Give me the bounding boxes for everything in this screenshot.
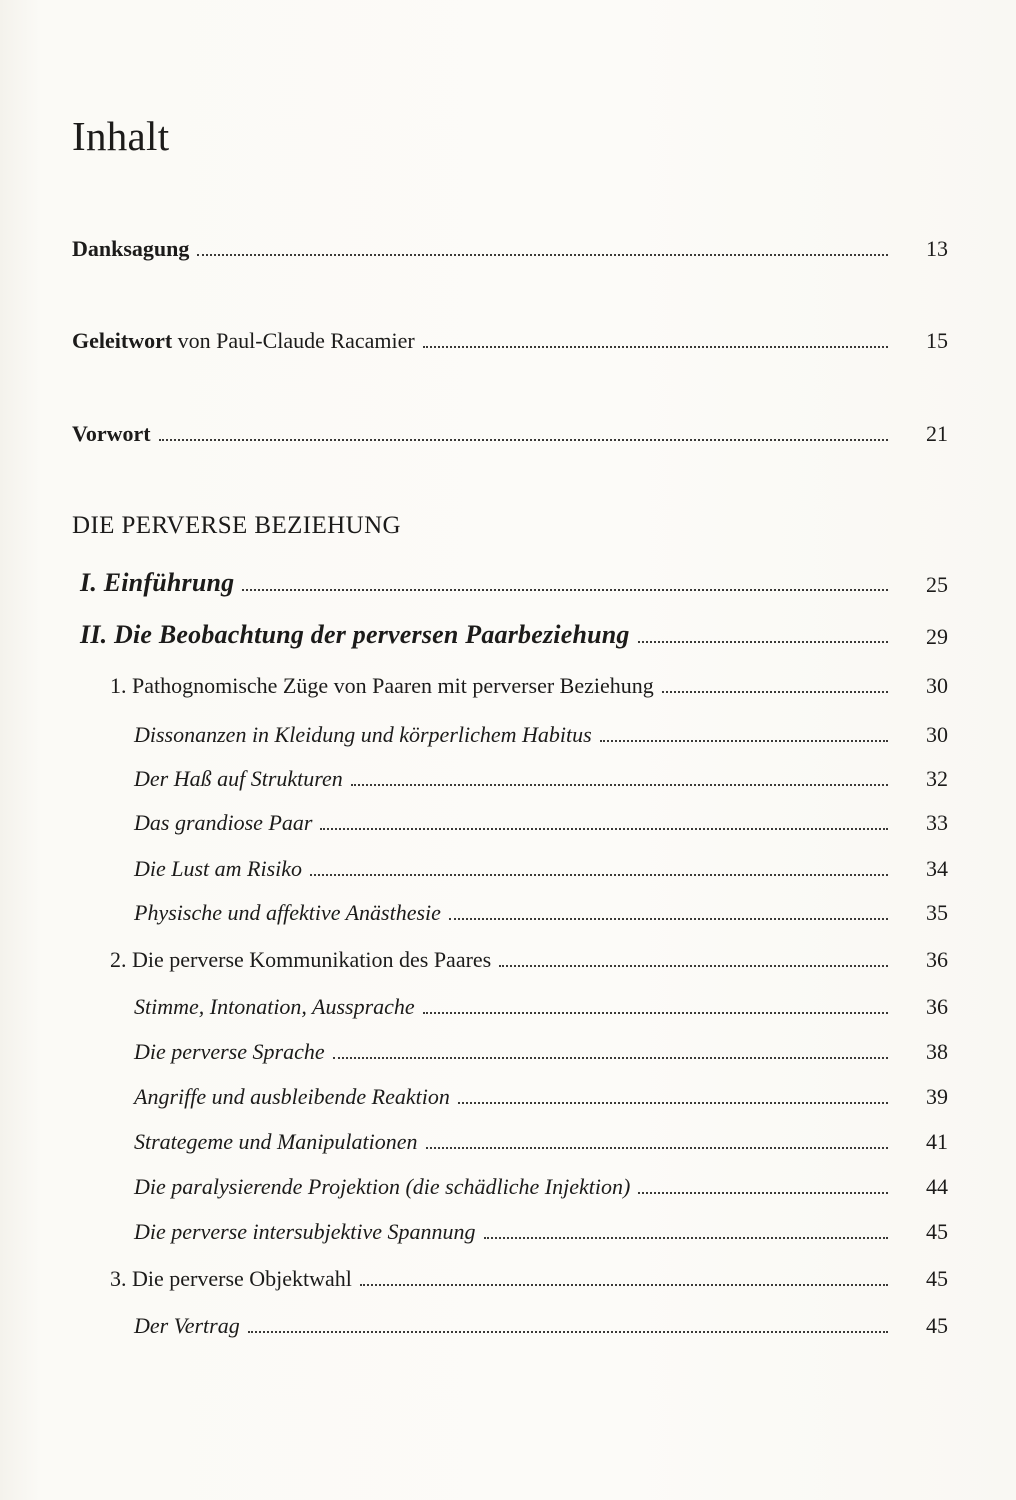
toc-entry-label: Die perverse intersubjektive Spannung [134,1219,476,1244]
toc-page-number: 15 [926,328,948,353]
toc-entry[interactable] [134,1174,948,1200]
toc-page-number: 45 [926,1266,948,1291]
dot-leader [458,1102,888,1104]
dot-leader [600,740,888,742]
dot-leader [310,874,888,876]
dot-leader [423,346,888,348]
toc-entry-label: Die perverse Sprache [134,1039,325,1064]
toc-page-number: 21 [926,421,948,446]
page-title: Inhalt [72,113,170,159]
toc-entry-label: Danksagung [72,236,190,261]
toc-entry[interactable] [110,947,948,973]
dot-leader [248,1331,888,1333]
toc-entry-vorwort[interactable] [72,421,948,447]
toc-chapter-einfuehrung[interactable] [80,568,948,598]
dot-leader [351,784,888,786]
toc-entry-label: Der Haß auf Strukturen [134,766,343,791]
toc-page-number: 36 [926,994,948,1019]
toc-page-number: 30 [926,722,948,747]
dot-leader [499,965,888,967]
toc-page-number: 13 [926,236,948,261]
toc-entry[interactable] [110,1266,948,1292]
dot-leader [333,1057,888,1059]
toc-entry-label: Vorwort [72,421,151,446]
toc-entry[interactable] [134,810,948,836]
toc-page-number: 32 [926,766,948,791]
dot-leader [638,1192,888,1194]
toc-entry-label: 1. Pathognomische Züge von Paaren mit perverser Beziehung [110,673,654,698]
toc-page-number: 34 [926,856,948,881]
toc-entry-label: Das grandiose Paar [134,810,313,835]
toc-page-number: 45 [926,1313,948,1338]
toc-entry[interactable] [134,994,948,1020]
toc-entry[interactable] [134,1129,948,1155]
toc-entry[interactable] [134,1039,948,1065]
dot-leader [449,918,888,920]
dot-leader [242,589,888,591]
toc-chapter-label: I. Einführung [80,568,235,597]
toc-page-number: 25 [926,572,948,597]
toc-page-number: 44 [926,1174,948,1199]
dot-leader [197,254,888,256]
toc-page-number: 36 [926,947,948,972]
dot-leader [159,439,888,441]
toc-entry[interactable] [134,1313,948,1339]
dot-leader [662,691,888,693]
toc-page-number: 30 [926,673,948,698]
toc-entry[interactable] [134,900,948,926]
toc-entry[interactable] [134,1084,948,1110]
toc-entry-label: Stimme, Intonation, Aussprache [134,994,415,1019]
toc-entry-label: 2. Die perverse Kommunikation des Paares [110,947,492,972]
toc-entry-label: Die Lust am Risiko [134,856,303,881]
toc-chapter-beobachtung[interactable] [80,620,948,650]
toc-page-number: 38 [926,1039,948,1064]
dot-leader [423,1012,888,1014]
toc-entry[interactable] [134,766,948,792]
dot-leader [638,641,888,643]
toc-chapter-label: II. Die Beobachtung der perversen Paarbeziehung [80,620,630,649]
dot-leader [360,1284,888,1286]
toc-page-number: 45 [926,1219,948,1244]
toc-entry-label: Die paralysierende Projektion (die schädliche Injektion) [134,1174,631,1199]
toc-entry-label: Strategeme und Manipulationen [134,1129,418,1154]
toc-entry[interactable] [134,722,948,748]
dot-leader [320,828,888,830]
toc-page-number: 29 [926,624,948,649]
toc-page-number: 33 [926,810,948,835]
toc-entry-label: Geleitwort von Paul-Claude Racamier [72,328,415,353]
toc-page-number: 39 [926,1084,948,1109]
toc-entry-label: Angriffe und ausbleibende Reaktion [134,1084,450,1109]
toc-entry[interactable] [110,673,948,699]
toc-entry-label: Physische und affektive Anästhesie [134,900,441,925]
toc-page-number: 35 [926,900,948,925]
toc-entry[interactable] [134,1219,948,1245]
section-heading: DIE PERVERSE BEZIEHUNG [72,512,402,539]
toc-entry[interactable] [134,856,948,882]
toc-entry-geleitwort[interactable] [72,328,948,354]
toc-entry-label: 3. Die perverse Objektwahl [110,1266,352,1291]
toc-entry-label: Dissonanzen in Kleidung und körperlichem Habitus [134,722,592,747]
dot-leader [484,1237,888,1239]
toc-entry-label: Der Vertrag [134,1313,240,1338]
toc-entry-danksagung[interactable] [72,236,948,262]
toc-page-number: 41 [926,1129,948,1154]
dot-leader [426,1147,888,1149]
